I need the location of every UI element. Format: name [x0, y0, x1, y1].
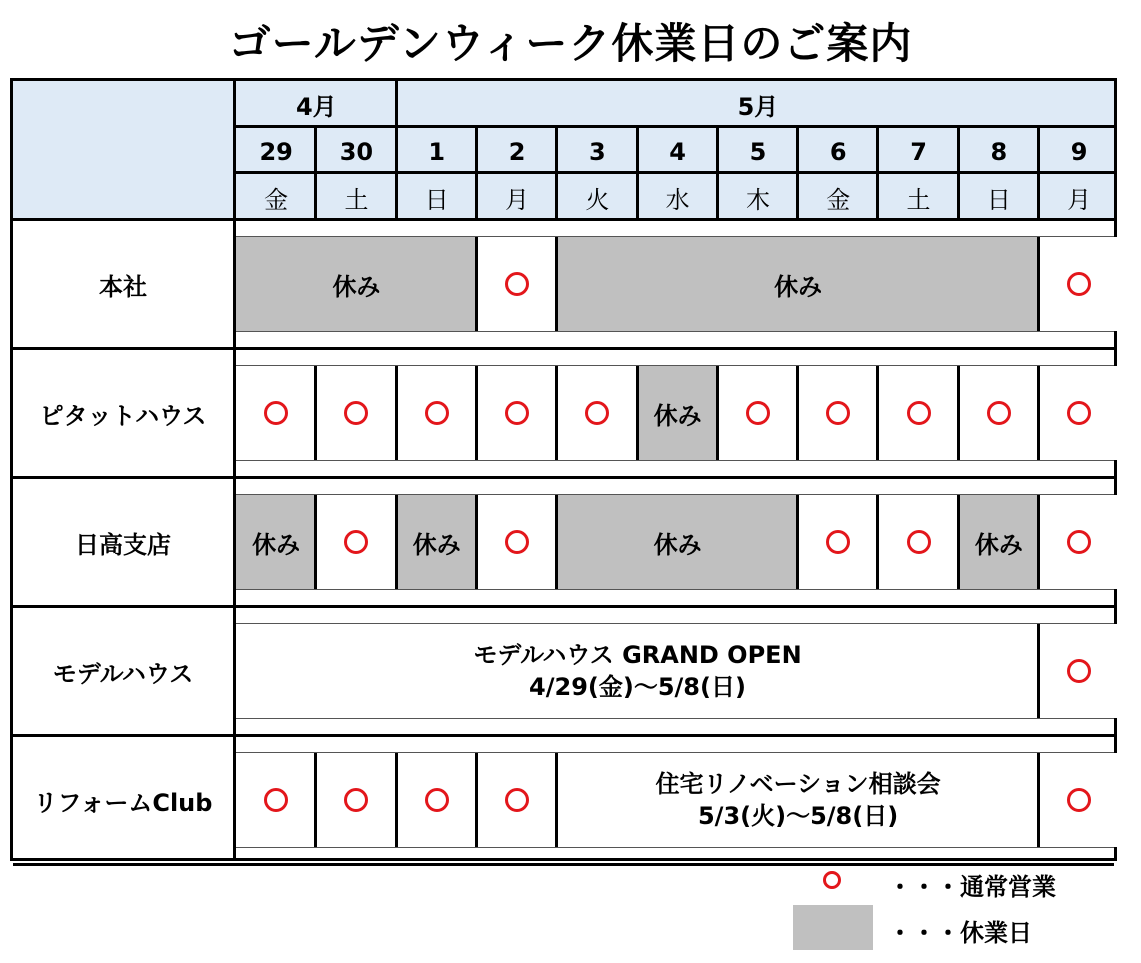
date-label: 6: [829, 137, 847, 166]
legend-closed-text: ・・・休業日: [888, 919, 1032, 947]
closed-cell: 休み: [557, 495, 798, 589]
open-circle-icon: [264, 401, 288, 425]
cell-divider: [555, 495, 558, 589]
open-cell: [1039, 624, 1119, 718]
open-cell: [557, 366, 637, 460]
header-divider: [236, 125, 1114, 128]
row-label: モデルハウス: [52, 659, 194, 688]
label-column-divider: [233, 81, 236, 858]
cell-divider: [876, 366, 879, 460]
event-note-cell: [557, 753, 1039, 847]
row-label: 日高支店: [75, 530, 171, 559]
event-note-line: 住宅リノベーション相談会: [655, 770, 941, 798]
open-circle-icon: [1067, 530, 1091, 554]
cell-divider: [1037, 237, 1040, 331]
cell-divider: [1037, 753, 1040, 847]
open-circle-icon: [344, 530, 368, 554]
cell-divider: [796, 495, 799, 589]
open-circle-icon: [505, 788, 529, 812]
open-circle-icon: [344, 401, 368, 425]
open-cell: [397, 753, 477, 847]
event-note-line: 4/29(金)～5/8(日): [529, 673, 746, 701]
open-cell: [718, 366, 798, 460]
cell-divider: [475, 753, 478, 847]
event-note-line: 5/3(火)～5/8(日): [697, 802, 899, 830]
open-circle-icon: [344, 788, 368, 812]
open-cell: [397, 366, 477, 460]
open-circle-icon: [1067, 788, 1091, 812]
open-circle-icon: [264, 788, 288, 812]
open-circle-icon: [425, 788, 449, 812]
cell-divider: [555, 237, 558, 331]
month-label: 5月: [737, 92, 779, 121]
open-cell: [1039, 753, 1119, 847]
cell-divider: [395, 495, 398, 589]
month-divider: [395, 81, 398, 127]
row-label: 本社: [99, 272, 147, 301]
date-label: 1: [428, 137, 446, 166]
legend-open-circle-icon: [823, 871, 841, 889]
open-cell: [959, 366, 1039, 460]
cell-divider: [1037, 495, 1040, 589]
weekday-label: 土: [344, 185, 369, 214]
open-cell: [316, 366, 396, 460]
cell-divider: [716, 366, 719, 460]
header-divider: [236, 171, 1114, 174]
row-band-line: [236, 718, 1114, 719]
open-cell: [236, 753, 316, 847]
page-title: ゴールデンウィーク休業日のご案内: [228, 19, 913, 68]
cell-divider: [1037, 366, 1040, 460]
event-note-cell: [236, 624, 1039, 718]
weekday-label: 日: [424, 185, 449, 214]
legend-closed-swatch: [793, 905, 873, 950]
cell-divider: [957, 366, 960, 460]
date-label: 2: [508, 137, 526, 166]
cell-divider: [395, 366, 398, 460]
open-circle-icon: [1067, 659, 1091, 683]
weekday-label: 金: [826, 185, 851, 214]
weekday-label: 火: [585, 185, 610, 214]
cell-divider: [957, 495, 960, 589]
open-circle-icon: [1067, 272, 1091, 296]
day-divider: [314, 127, 317, 218]
day-divider: [475, 127, 478, 218]
weekday-label: 日: [986, 185, 1011, 214]
day-divider: [1037, 127, 1040, 218]
cell-divider: [475, 495, 478, 589]
header-label-cell: [13, 81, 233, 218]
day-divider: [395, 127, 398, 218]
open-circle-icon: [1067, 401, 1091, 425]
row-label: ピタットハウス: [39, 401, 207, 430]
row-band-line: [236, 847, 1114, 848]
open-cell: [477, 366, 557, 460]
cell-divider: [475, 237, 478, 331]
closed-cell: 休み: [638, 366, 718, 460]
open-circle-icon: [987, 401, 1011, 425]
row-divider: [13, 863, 1114, 866]
date-label: 9: [1070, 137, 1088, 166]
date-label: 3: [588, 137, 606, 166]
date-label: 7: [910, 137, 927, 166]
open-cell: [477, 495, 557, 589]
cell-divider: [876, 495, 879, 589]
day-divider: [796, 127, 799, 218]
closed-cell: 休み: [236, 495, 316, 589]
cell-divider: [314, 495, 317, 589]
day-divider: [636, 127, 639, 218]
date-label: 29: [259, 137, 293, 166]
row-label: リフォームClub: [33, 788, 213, 817]
closed-cell: 休み: [236, 237, 477, 331]
closed-cell: 休み: [557, 237, 1039, 331]
row-band-line: [236, 331, 1114, 332]
date-label: 8: [990, 137, 1008, 166]
legend-open-text: ・・・通常営業: [888, 873, 1056, 901]
cell-divider: [395, 753, 398, 847]
open-circle-icon: [505, 530, 529, 554]
open-circle-icon: [585, 401, 609, 425]
cell-divider: [796, 366, 799, 460]
date-label: 4: [669, 137, 686, 166]
open-cell: [477, 237, 557, 331]
day-divider: [957, 127, 960, 218]
day-divider: [876, 127, 879, 218]
weekday-label: 土: [906, 185, 931, 214]
open-circle-icon: [505, 401, 529, 425]
cell-divider: [636, 366, 639, 460]
date-label: 30: [339, 137, 374, 166]
cell-divider: [1037, 624, 1040, 718]
day-divider: [716, 127, 719, 218]
weekday-label: 木: [745, 185, 770, 214]
closed-cell: 休み: [397, 495, 477, 589]
open-cell: [878, 495, 958, 589]
event-note-line: モデルハウス GRAND OPEN: [473, 641, 802, 669]
cell-divider: [314, 753, 317, 847]
weekday-label: 水: [665, 185, 690, 214]
open-cell: [477, 753, 557, 847]
month-label: 4月: [295, 92, 337, 121]
open-cell: [316, 753, 396, 847]
cell-divider: [475, 366, 478, 460]
day-divider: [555, 127, 558, 218]
open-circle-icon: [746, 401, 770, 425]
open-circle-icon: [826, 530, 850, 554]
weekday-label: 月: [1067, 185, 1092, 214]
closed-cell: 休み: [959, 495, 1039, 589]
open-cell: [1039, 237, 1119, 331]
open-cell: [878, 366, 958, 460]
open-circle-icon: [907, 401, 931, 425]
open-cell: [1039, 495, 1119, 589]
cell-divider: [314, 366, 317, 460]
cell-divider: [555, 753, 558, 847]
date-label: 5: [749, 137, 767, 166]
open-circle-icon: [425, 401, 449, 425]
open-circle-icon: [826, 401, 850, 425]
open-cell: [316, 495, 396, 589]
open-cell: [798, 366, 878, 460]
open-cell: [236, 366, 316, 460]
cell-divider: [555, 366, 558, 460]
open-cell: [798, 495, 878, 589]
row-band-line: [236, 589, 1114, 590]
open-circle-icon: [505, 272, 529, 296]
open-cell: [1039, 366, 1119, 460]
weekday-label: 月: [505, 185, 530, 214]
open-circle-icon: [907, 530, 931, 554]
row-band-line: [236, 460, 1114, 461]
holiday-calendar-table: [10, 78, 1117, 861]
weekday-label: 金: [264, 185, 289, 214]
